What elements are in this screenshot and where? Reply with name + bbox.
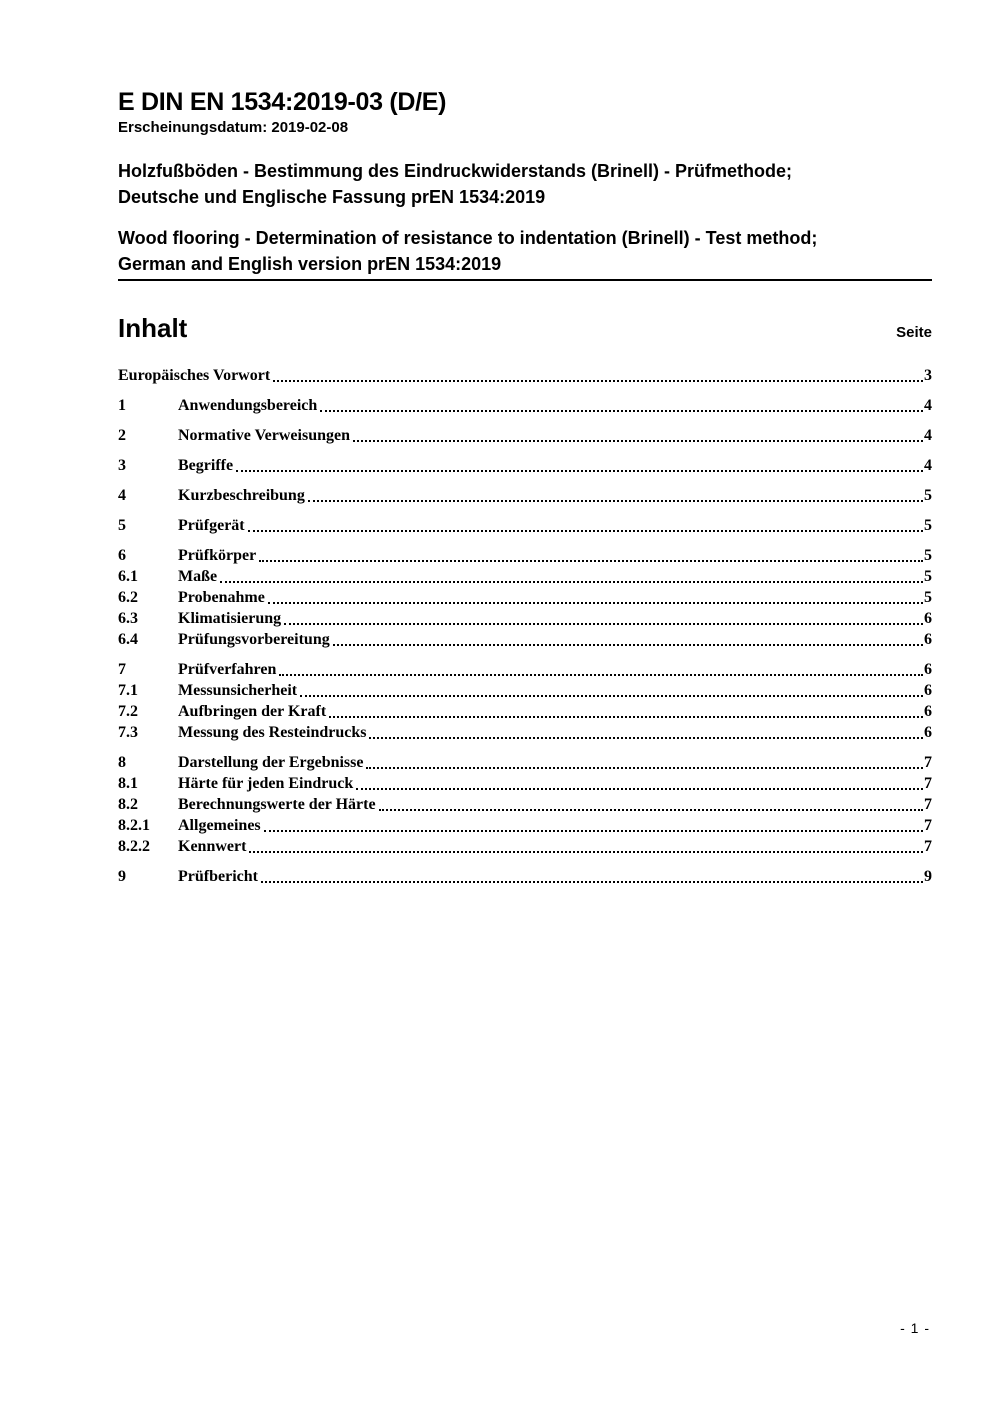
toc-entry-title: Prüfkörper: [178, 547, 257, 564]
toc-entry[interactable]: [118, 545, 932, 566]
toc-entry-page: 6: [924, 703, 932, 720]
toc-entry[interactable]: [118, 866, 932, 887]
toc-entry-title: Prüfgerät: [178, 517, 245, 534]
toc-entry[interactable]: [118, 773, 932, 794]
toc-entry-title: Maße: [178, 568, 218, 585]
toc-entry-page: 6: [924, 724, 932, 741]
toc-entry-page: 6: [924, 610, 932, 627]
toc-entry-page: 5: [924, 568, 932, 585]
toc-entry[interactable]: [118, 629, 932, 650]
toc-entry-number: 8.2.2: [118, 838, 150, 855]
toc-entry-page: 5: [924, 589, 932, 606]
toc-entry-page: 7: [924, 796, 932, 813]
german-title: [118, 158, 932, 210]
toc-entry-title: Allgemeines: [178, 817, 261, 834]
toc-entry-title: Probenahme: [178, 589, 265, 606]
toc-entry-page: 7: [924, 775, 932, 792]
toc-leader-dots: [220, 581, 923, 583]
toc-entry[interactable]: [118, 365, 932, 386]
toc-entry[interactable]: [118, 815, 932, 836]
toc-entry-title: Normative Verweisungen: [178, 427, 350, 444]
toc-heading: Inhalt: [118, 313, 188, 343]
toc-entry[interactable]: [118, 566, 932, 587]
toc-entry-title: Klimatisierung: [178, 610, 282, 627]
toc-entry-title: Aufbringen der Kraft: [178, 703, 327, 720]
toc-entry-page: 5: [924, 517, 932, 534]
toc-entry[interactable]: [118, 587, 932, 608]
toc-leader-dots: [248, 530, 923, 532]
toc-entry-number: 6.3: [118, 610, 138, 627]
toc-entry-title: Härte für jeden Eindruck: [178, 775, 354, 792]
toc-entry-title: Berechnungswerte der Härte: [178, 796, 376, 813]
toc-entry-number: 2: [118, 427, 126, 444]
toc-entry-page: 7: [924, 817, 932, 834]
toc-entry-title: Kennwert: [178, 838, 247, 855]
toc-entry-number: 7.1: [118, 682, 138, 699]
toc-entry[interactable]: [118, 836, 932, 857]
toc-leader-dots: [320, 410, 923, 412]
german-title-line2: Deutsche und Englische Fassung prEN 1534:2019: [118, 187, 546, 207]
toc-entry[interactable]: [118, 680, 932, 701]
publication-date: Erscheinungsdatum: 2019-02-08: [118, 119, 349, 136]
toc-leader-dots: [333, 644, 923, 646]
toc-entry[interactable]: [118, 608, 932, 629]
toc-entry-title: Kurzbeschreibung: [178, 487, 305, 504]
toc-entry[interactable]: [118, 752, 932, 773]
toc-entry-number: 1: [118, 397, 126, 414]
toc-leader-dots: [279, 674, 923, 676]
toc-entry-page: 7: [924, 754, 932, 771]
toc-leader-dots: [284, 623, 923, 625]
toc-entry-title: Prüfbericht: [178, 868, 258, 885]
toc-leader-dots: [329, 716, 923, 718]
toc-entry-number: 6.4: [118, 631, 138, 648]
toc-entry-number: 8.2: [118, 796, 138, 813]
toc-entry-number: 7: [118, 661, 126, 678]
toc-entry-page: 4: [924, 427, 932, 444]
toc-entry-page: 6: [924, 661, 932, 678]
toc-entry-title: Messunsicherheit: [178, 682, 298, 699]
toc-entry-number: 7.3: [118, 724, 138, 741]
toc-entry-page: 4: [924, 457, 932, 474]
toc-leader-dots: [369, 737, 923, 739]
toc-leader-dots: [264, 830, 923, 832]
toc-entry-page: 6: [924, 682, 932, 699]
toc-entry-number: 8.1: [118, 775, 138, 792]
toc-entry-number: 5: [118, 517, 126, 534]
toc-leader-dots: [249, 851, 923, 853]
toc-entry-page: 9: [924, 868, 932, 885]
toc-leader-dots: [379, 809, 923, 811]
toc-entry-number: 4: [118, 487, 126, 504]
toc-list: [118, 365, 932, 887]
toc-entry[interactable]: [118, 425, 932, 446]
toc-entry[interactable]: [118, 395, 932, 416]
toc-entry-number: 8: [118, 754, 126, 771]
toc-entry-number: 9: [118, 868, 126, 885]
toc-entry[interactable]: [118, 659, 932, 680]
toc-leader-dots: [236, 470, 923, 472]
toc-leader-dots: [259, 560, 923, 562]
footer-page-number: - 1 -: [900, 1320, 930, 1336]
toc-entry-number: 6.2: [118, 589, 138, 606]
toc-entry[interactable]: [118, 701, 932, 722]
header-divider-rule: [118, 279, 932, 281]
toc-entry[interactable]: [118, 485, 932, 506]
toc-entry-number: 3: [118, 457, 126, 474]
toc-entry[interactable]: [118, 794, 932, 815]
toc-leader-dots: [261, 881, 923, 883]
toc-entry[interactable]: [118, 515, 932, 536]
toc-entry[interactable]: [118, 722, 932, 743]
toc-entry-number: 8.2.1: [118, 817, 150, 834]
toc-entry-page: 6: [924, 631, 932, 648]
toc-entry-page: 5: [924, 487, 932, 504]
toc-entry-page: 3: [924, 367, 932, 384]
toc-heading-row: [118, 313, 932, 343]
toc-page-column-label: Seite: [896, 324, 932, 341]
toc-entry-title: Darstellung der Ergebnisse: [178, 754, 364, 771]
english-title-line1: Wood flooring - Determination of resistance to indentation (Brinell) - Test method;: [118, 228, 818, 248]
page-content: [118, 0, 932, 887]
toc-entry-number: 6: [118, 547, 126, 564]
toc-entry-number: 6.1: [118, 568, 138, 585]
toc-entry-title: Messung des Resteindrucks: [178, 724, 367, 741]
toc-leader-dots: [353, 440, 923, 442]
toc-leader-dots: [300, 695, 923, 697]
english-title: [118, 225, 932, 277]
toc-entry-page: 5: [924, 547, 932, 564]
english-title-line2: German and English version prEN 1534:2019: [118, 254, 502, 274]
toc-leader-dots: [268, 602, 923, 604]
toc-leader-dots: [273, 380, 923, 382]
toc-leader-dots: [308, 500, 923, 502]
toc-entry-title: Prüfungsvorbereitung: [178, 631, 330, 648]
toc-entry[interactable]: [118, 455, 932, 476]
toc-leader-dots: [366, 767, 923, 769]
toc-entry-page: 4: [924, 397, 932, 414]
toc-entry-page: 7: [924, 838, 932, 855]
toc-entry-title: Europäisches Vorwort: [118, 367, 271, 384]
document-number-title: E DIN EN 1534:2019-03 (D/E): [118, 88, 447, 116]
german-title-line1: Holzfußböden - Bestimmung des Eindruckwiderstands (Brinell) - Prüfmethode;: [118, 161, 793, 181]
toc-entry-title: Anwendungsbereich: [178, 397, 318, 414]
toc-leader-dots: [356, 788, 923, 790]
toc-entry-title: Begriffe: [178, 457, 234, 474]
toc-entry-number: 7.2: [118, 703, 138, 720]
toc-entry-title: Prüfverfahren: [178, 661, 277, 678]
